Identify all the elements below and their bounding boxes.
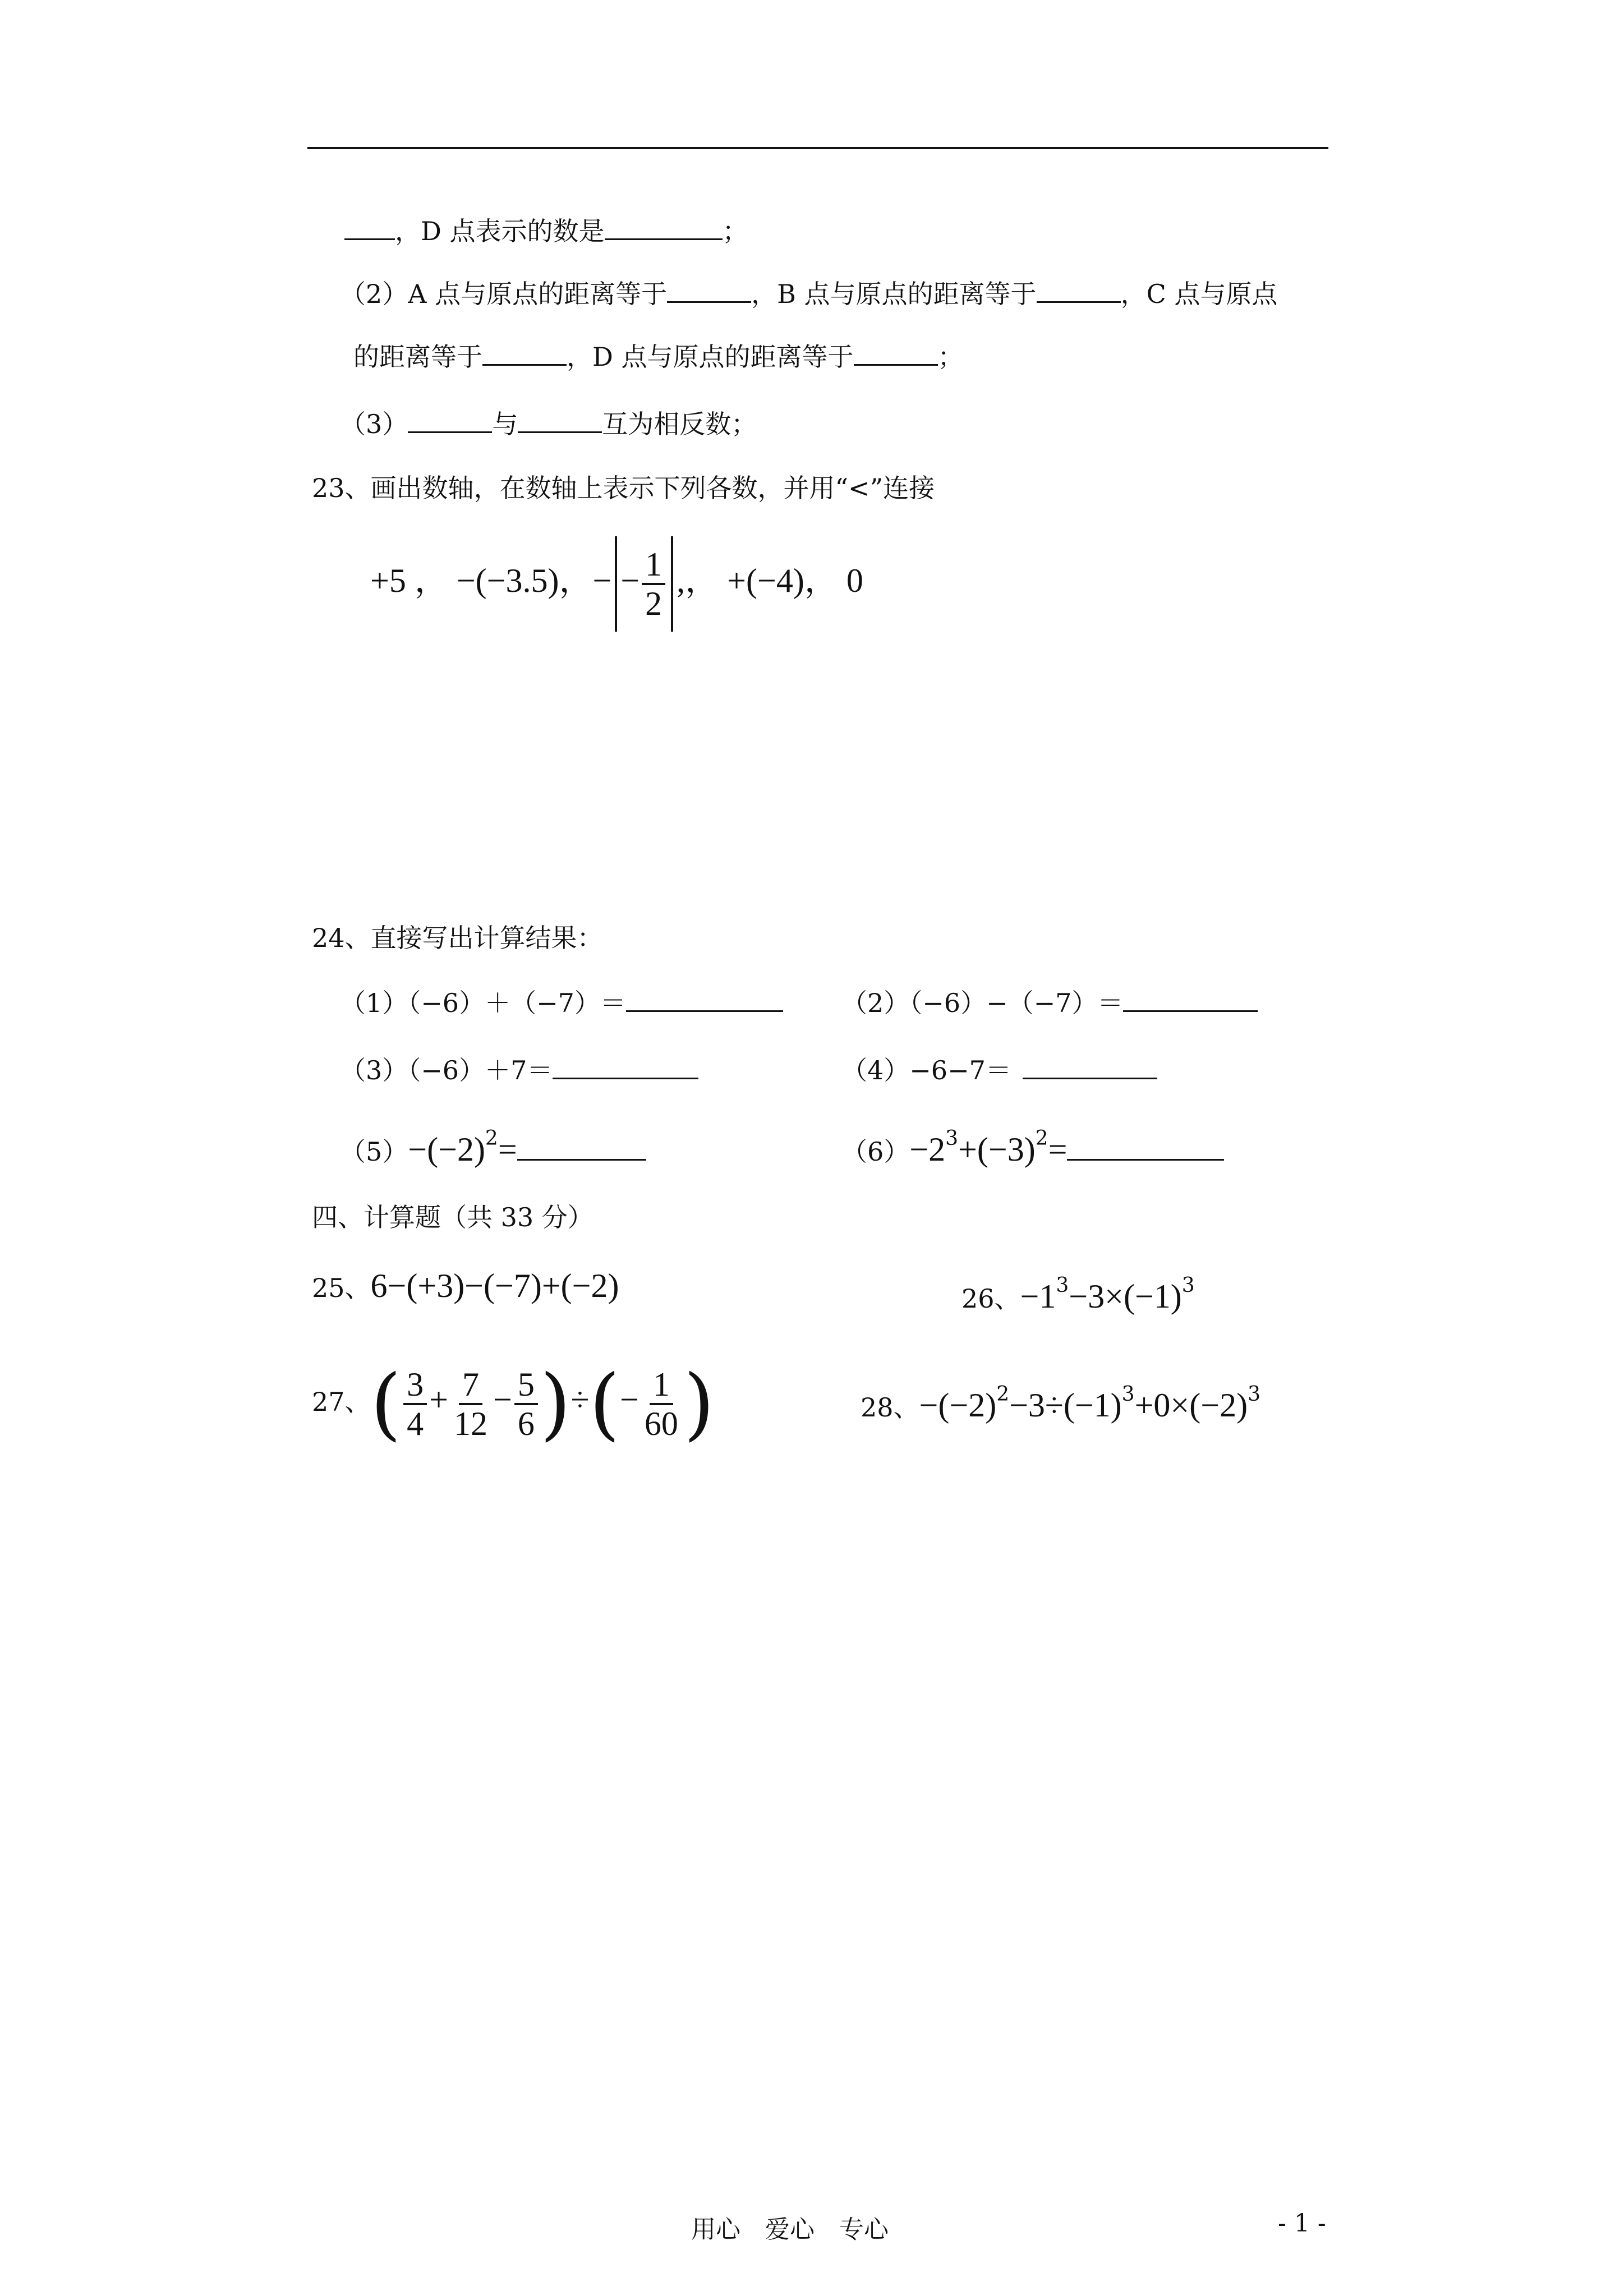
answer-blank[interactable] [553, 1055, 698, 1079]
footer-slogan: 用心 爱心 专心 [691, 2215, 889, 2244]
q25: 25、6−(+3)−(−7)+(−2) [312, 1267, 619, 1304]
q23-numbers: +5 ， −(−3.5)，− − $\frac{1}{2}$ ,， +(−4)， 0 [370, 533, 863, 632]
header-rule [307, 147, 1328, 149]
answer-blank[interactable] [482, 342, 567, 366]
answer-blank[interactable] [605, 216, 723, 240]
fraction: $\frac{1}{60}$ [644, 1366, 678, 1442]
answer-blank[interactable] [1067, 1137, 1224, 1161]
fraction: $\frac{5}{6}$ [514, 1366, 538, 1442]
q27: 27、( $\frac{3}{4}$ + $\frac{7}{12}$ − $\frac{5}{6}$ )÷(− $\frac{1}{60}$ ) [312, 1358, 715, 1450]
q24-title: 24、直接写出计算结果： [312, 923, 603, 953]
answer-blank[interactable] [1037, 279, 1121, 303]
q23-title: 23、画出数轴，在数轴上表示下列各数，并用“<”连接 [312, 473, 935, 503]
abs-bar [615, 536, 617, 632]
answer-blank[interactable] [1023, 1055, 1157, 1079]
q24-item3: （3）（−6）＋7＝ [340, 1053, 698, 1087]
q24-item5: $(5)-(-2)^2=$ [340, 1122, 646, 1168]
q28: 28、$-(-2)^2-3\div(-1)^3+0\times(-2)^3$ [861, 1383, 1260, 1424]
q24-item4: （4）−6−7＝ [841, 1053, 1157, 1087]
answer-blank[interactable] [518, 409, 602, 433]
q22-part2: （2）A 点与原点的距离等于 ，B 点与原点的距离等于 ，C 点与原点 [340, 279, 1278, 309]
q24-item6: $(6)-2^3+(-3)^2=$ [841, 1122, 1224, 1168]
q24-item2: （2）（−6）−（−7）＝ [841, 986, 1258, 1020]
abs-bar [671, 536, 673, 632]
q22-line1: ，D 点表示的数是 ； [344, 214, 748, 248]
answer-blank[interactable] [1123, 988, 1258, 1012]
answer-blank[interactable] [344, 216, 395, 240]
answer-blank[interactable] [517, 1137, 646, 1161]
section4-title: 四、计算题（共 33 分） [312, 1202, 594, 1232]
answer-blank[interactable] [408, 409, 492, 433]
answer-blank[interactable] [626, 988, 783, 1012]
fraction: $\frac{3}{4}$ [403, 1366, 427, 1442]
page-number: - 1 - [1278, 2209, 1326, 2238]
answer-blank[interactable] [854, 342, 938, 366]
answer-blank[interactable] [667, 279, 751, 303]
q22-part3: （3） 与 互为相反数； [340, 409, 757, 439]
fraction: $\frac{7}{12}$ [454, 1366, 488, 1442]
fraction: $\frac{1}{2}$ [642, 546, 665, 622]
q26: 26、$-1^3-3\times(-1)^3$ [961, 1274, 1195, 1315]
q22-part2-cont: 的距离等于 ，D 点与原点的距离等于 ； [353, 342, 964, 372]
q24-item1: （1）（−6）＋（−7）＝ [340, 986, 783, 1020]
